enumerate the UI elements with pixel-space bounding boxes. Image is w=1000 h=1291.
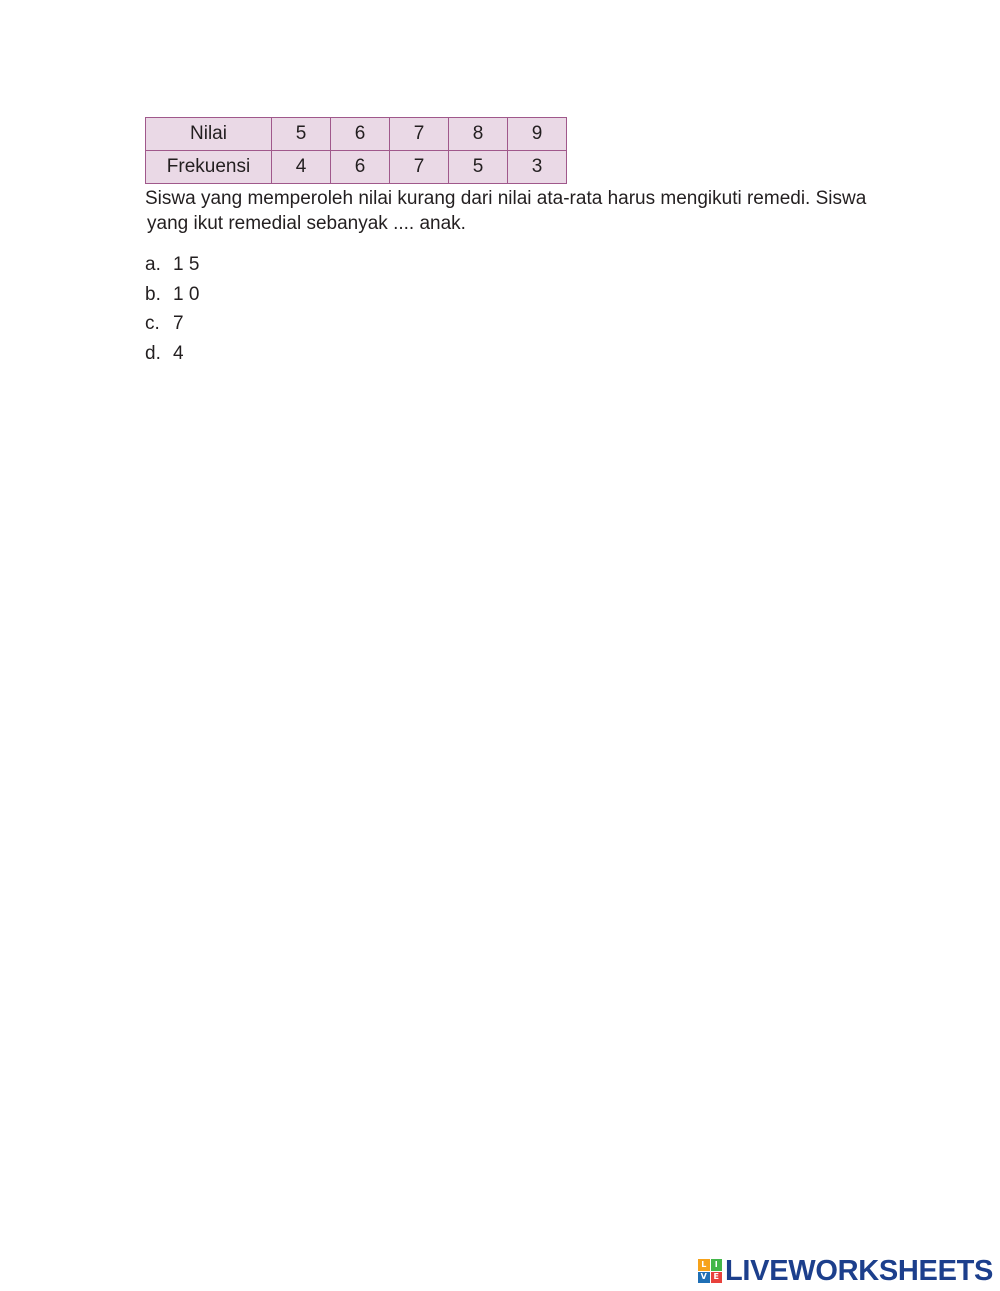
option-text: 4: [173, 342, 184, 364]
table-cell: 9: [508, 118, 567, 151]
option-c[interactable]: [145, 309, 199, 339]
option-text: 1 0: [173, 283, 200, 305]
brand-wordmark: LIVEWORKSHEETS: [725, 1254, 994, 1287]
liveworksheets-logo-icon: [698, 1259, 722, 1283]
table-row-nilai: [146, 118, 567, 151]
table-row-frekuensi: [146, 151, 567, 184]
option-b[interactable]: [145, 280, 199, 310]
table-cell: 7: [390, 118, 449, 151]
logo-square-i: I: [711, 1259, 723, 1271]
question-line-1: Siswa yang memperoleh nilai kurang dari nilai ata-rata harus mengikuti remedi. Siswa: [145, 188, 867, 209]
table-cell: 5: [449, 151, 508, 184]
frequency-table: [145, 117, 567, 184]
option-a[interactable]: [145, 250, 199, 280]
option-text: 1 5: [173, 254, 200, 275]
question-line-2: yang ikut remedial sebanyak .... anak.: [147, 213, 466, 234]
option-d[interactable]: [145, 339, 199, 369]
liveworksheets-brand: [698, 1256, 993, 1286]
option-letter: b.: [145, 283, 161, 305]
logo-square-l: L: [698, 1259, 710, 1271]
table-cell: 8: [449, 118, 508, 151]
logo-square-v: V: [698, 1272, 710, 1284]
question-text: [145, 186, 905, 236]
option-text: 7: [173, 313, 184, 334]
option-letter: a.: [145, 254, 161, 275]
logo-square-e: E: [711, 1272, 723, 1284]
table-cell: 7: [390, 151, 449, 184]
table-cell: 4: [272, 151, 331, 184]
answer-options: [145, 250, 199, 368]
table-cell: 6: [331, 118, 390, 151]
table-cell: 6: [331, 151, 390, 184]
table-header-nilai: Nilai: [146, 118, 272, 151]
table-cell: 3: [508, 151, 567, 184]
table-header-frekuensi: Frekuensi: [146, 151, 272, 184]
option-letter: c.: [145, 313, 160, 334]
option-letter: d.: [145, 342, 161, 364]
table-cell: 5: [272, 118, 331, 151]
